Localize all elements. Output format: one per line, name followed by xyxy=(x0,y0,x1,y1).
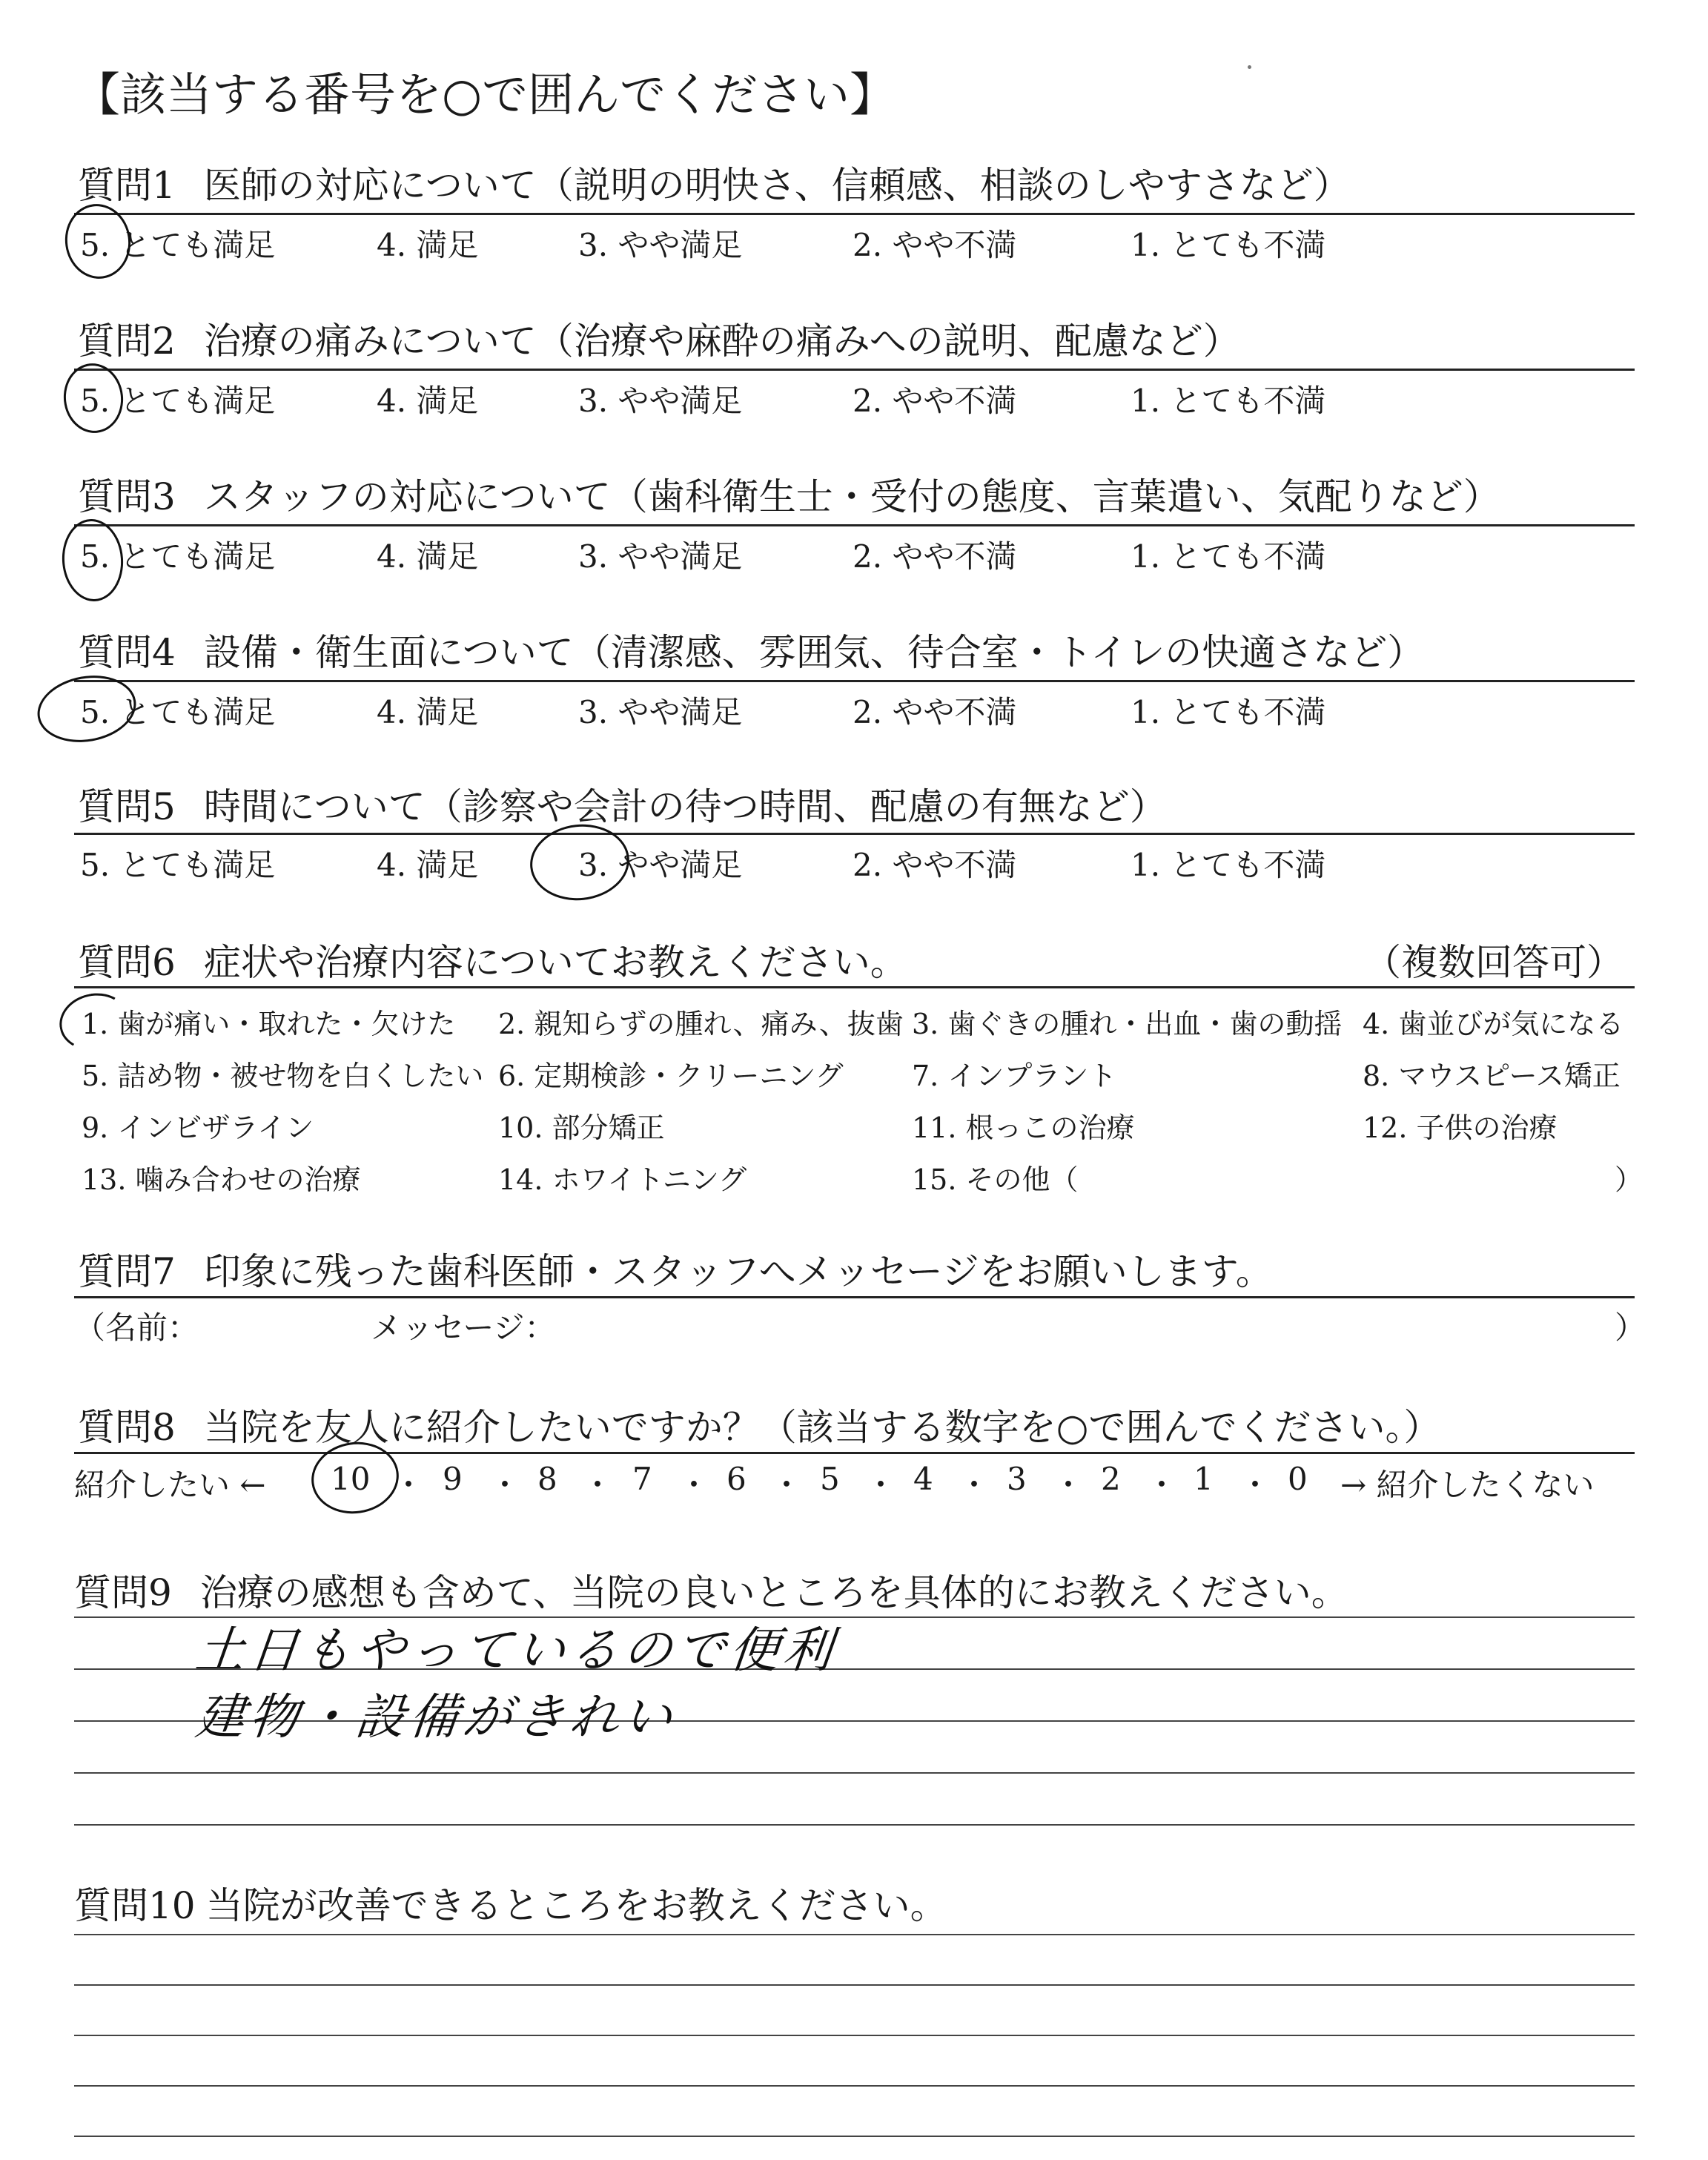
q1-option-3[interactable]: 3. やや満足 xyxy=(578,227,743,263)
q6-multiple-note: （複数回答可） xyxy=(1364,941,1623,984)
q8-scale-4[interactable]: 4 xyxy=(913,1461,933,1497)
q8-label: 質問8 xyxy=(78,1406,176,1449)
q10-answer-line xyxy=(74,1934,1635,1935)
q3-text: スタッフの対応について（歯科衛生士・受付の態度、言葉遣い、気配りなど） xyxy=(203,475,1500,518)
q5-option-1[interactable]: 1. とても不満 xyxy=(1131,847,1326,883)
q8-scale-5[interactable]: 5 xyxy=(820,1461,840,1497)
q8-separator: ・ xyxy=(582,1467,614,1503)
q1-option-5[interactable]: 5. とても満足 xyxy=(80,227,276,263)
q7-text: 印象に残った歯科医師・スタッフへメッセージをお願いします。 xyxy=(203,1250,1273,1293)
q4-option-5[interactable]: 5. とても満足 xyxy=(80,694,276,730)
q2-label: 質問2 xyxy=(78,320,176,363)
q6-option-10[interactable]: 10. 部分矯正 xyxy=(498,1112,665,1144)
q8-scale-10[interactable]: 10 xyxy=(331,1461,371,1497)
q9-answer-line xyxy=(74,1772,1635,1774)
q8-separator: ・ xyxy=(489,1467,521,1503)
q4-option-1[interactable]: 1. とても不満 xyxy=(1131,694,1326,730)
q2-text: 治療の痛みについて（治療や麻酔の痛みへの説明、配慮など） xyxy=(203,320,1240,363)
q10-text: 当院が改善できるところをお教えください。 xyxy=(205,1884,947,1927)
q6-option-9[interactable]: 9. インビザライン xyxy=(82,1112,314,1144)
q6-option-12[interactable]: 12. 子供の治療 xyxy=(1363,1112,1558,1144)
q5-header xyxy=(78,777,1167,830)
q6-header xyxy=(78,933,907,986)
q8-scale-9[interactable]: 9 xyxy=(443,1461,463,1497)
q4-label: 質問4 xyxy=(78,631,176,674)
q4-text: 設備・衛生面について（清潔感、雰囲気、待合室・トイレの快適さなど） xyxy=(203,631,1425,674)
q6-label: 質問6 xyxy=(78,941,176,984)
q7-message-label: メッセージ： xyxy=(371,1309,556,1346)
q3-option-1[interactable]: 1. とても不満 xyxy=(1131,538,1326,575)
q6-option-13[interactable]: 13. 噛み合わせの治療 xyxy=(82,1163,361,1196)
q2-rule xyxy=(74,369,1635,371)
q6-rule xyxy=(74,986,1635,988)
q8-rule xyxy=(74,1452,1635,1454)
q5-option-4[interactable]: 4. 満足 xyxy=(377,847,479,883)
q9-handwritten-answer-2: 建物・設備がきれい xyxy=(193,1688,680,1745)
q6-option-11[interactable]: 11. 根っこの治療 xyxy=(912,1112,1135,1144)
q1-rule xyxy=(74,213,1635,215)
q3-option-2[interactable]: 2. やや不満 xyxy=(853,538,1017,575)
q2-option-4[interactable]: 4. 満足 xyxy=(377,383,479,419)
q8-scale-6[interactable]: 6 xyxy=(726,1461,747,1497)
q2-option-3[interactable]: 3. やや満足 xyxy=(578,383,743,419)
q9-handwritten-answer-1: 土日もやっているので便利 xyxy=(193,1622,840,1679)
q9-label: 質問9 xyxy=(74,1571,172,1614)
q4-header xyxy=(78,623,1424,676)
q8-separator: ・ xyxy=(393,1467,425,1503)
q5-option-5[interactable]: 5. とても満足 xyxy=(80,847,276,883)
q7-label: 質問7 xyxy=(78,1250,176,1293)
form-title: 【該当する番号を○で囲んでください】 xyxy=(74,67,896,122)
q7-rule xyxy=(74,1296,1635,1298)
q3-option-3[interactable]: 3. やや満足 xyxy=(578,538,743,575)
q6-other-close-paren: ） xyxy=(1615,1163,1644,1196)
q3-label: 質問3 xyxy=(78,475,176,518)
q2-header xyxy=(78,311,1240,365)
q8-scale-2[interactable]: 2 xyxy=(1101,1461,1121,1497)
q8-scale-0[interactable]: 0 xyxy=(1288,1461,1308,1497)
q8-scale-1[interactable]: 1 xyxy=(1194,1461,1214,1497)
q1-option-4[interactable]: 4. 満足 xyxy=(377,227,479,263)
q4-option-4[interactable]: 4. 満足 xyxy=(377,694,479,730)
q2-option-2[interactable]: 2. やや不満 xyxy=(853,383,1017,419)
q8-separator: ・ xyxy=(959,1467,990,1503)
q7-name-label: （名前： xyxy=(74,1309,199,1346)
q6-option-4[interactable]: 4. 歯並びが気になる xyxy=(1363,1008,1624,1040)
q8-header xyxy=(78,1398,1440,1451)
q7-header xyxy=(78,1242,1273,1295)
q1-label: 質問1 xyxy=(78,164,176,207)
q6-option-5[interactable]: 5. 詰め物・被せ物を白くしたい xyxy=(82,1060,484,1092)
q8-separator: ・ xyxy=(1239,1467,1271,1503)
q3-header xyxy=(78,467,1500,521)
q5-rule xyxy=(74,833,1635,835)
q9-header xyxy=(74,1563,1348,1616)
q2-option-5[interactable]: 5. とても満足 xyxy=(80,383,276,419)
q6-option-8[interactable]: 8. マウスピース矯正 xyxy=(1363,1060,1621,1092)
q2-option-1[interactable]: 1. とても不満 xyxy=(1131,383,1326,419)
q6-option-6[interactable]: 6. 定期検診・クリーニング xyxy=(498,1060,844,1092)
q8-separator: ・ xyxy=(1053,1467,1085,1503)
q8-scale-3[interactable]: 3 xyxy=(1007,1461,1027,1497)
q10-header xyxy=(74,1876,947,1929)
q3-rule xyxy=(74,524,1635,526)
q6-option-7[interactable]: 7. インプラント xyxy=(912,1060,1117,1092)
q6-option-2[interactable]: 2. 親知らずの腫れ、痛み、抜歯 xyxy=(498,1008,904,1040)
q4-option-2[interactable]: 2. やや不満 xyxy=(853,694,1017,730)
q5-option-2[interactable]: 2. やや不満 xyxy=(853,847,1017,883)
q10-answer-line xyxy=(74,2085,1635,2087)
q10-answer-line xyxy=(74,2136,1635,2137)
q8-scale-7[interactable]: 7 xyxy=(632,1461,652,1497)
q8-separator: ・ xyxy=(1146,1467,1178,1503)
q6-option-1[interactable]: 1. 歯が痛い・取れた・欠けた xyxy=(82,1008,456,1040)
q10-answer-line xyxy=(74,1984,1635,1986)
q5-text: 時間について（診察や会計の待つ時間、配慮の有無など） xyxy=(203,785,1167,828)
q8-separator: ・ xyxy=(865,1467,897,1503)
q6-text: 症状や治療内容についてお教えください。 xyxy=(203,941,907,984)
q8-separator: ・ xyxy=(771,1467,803,1503)
q8-right-label: → 紹介したくない xyxy=(1340,1467,1595,1503)
q3-option-4[interactable]: 4. 満足 xyxy=(377,538,479,575)
q8-text: 当院を友人に紹介したいですか？（該当する数字を○で囲んでください。） xyxy=(203,1406,1441,1449)
q9-answer-line xyxy=(74,1824,1635,1826)
q6-option-14[interactable]: 14. ホワイトニング xyxy=(498,1163,747,1196)
q9-text: 治療の感想も含めて、当院の良いところを具体的にお教えください。 xyxy=(199,1571,1348,1614)
q5-label: 質問5 xyxy=(78,785,176,828)
q8-separator: ・ xyxy=(678,1467,710,1503)
q10-label: 質問10 xyxy=(74,1884,196,1927)
q6-option-3[interactable]: 3. 歯ぐきの腫れ・出血・歯の動揺 xyxy=(912,1008,1343,1040)
q6-option-15[interactable]: 15. その他（ xyxy=(912,1163,1079,1196)
q10-answer-line xyxy=(74,2035,1635,2036)
q7-close-paren: ） xyxy=(1615,1309,1646,1346)
q3-option-5[interactable]: 5. とても満足 xyxy=(80,538,276,575)
q4-rule xyxy=(74,680,1635,682)
q8-scale-8[interactable]: 8 xyxy=(537,1461,557,1497)
scan-speck xyxy=(1248,65,1251,69)
q1-header xyxy=(78,156,1351,209)
q1-option-1[interactable]: 1. とても不満 xyxy=(1131,227,1326,263)
q5-option-3[interactable]: 3. やや満足 xyxy=(578,847,743,883)
q1-text: 医師の対応について（説明の明快さ、信頼感、相談のしやすさなど） xyxy=(203,164,1351,207)
q8-left-label: 紹介したい ← xyxy=(74,1467,266,1503)
q1-option-2[interactable]: 2. やや不満 xyxy=(853,227,1017,263)
q4-option-3[interactable]: 3. やや満足 xyxy=(578,694,743,730)
